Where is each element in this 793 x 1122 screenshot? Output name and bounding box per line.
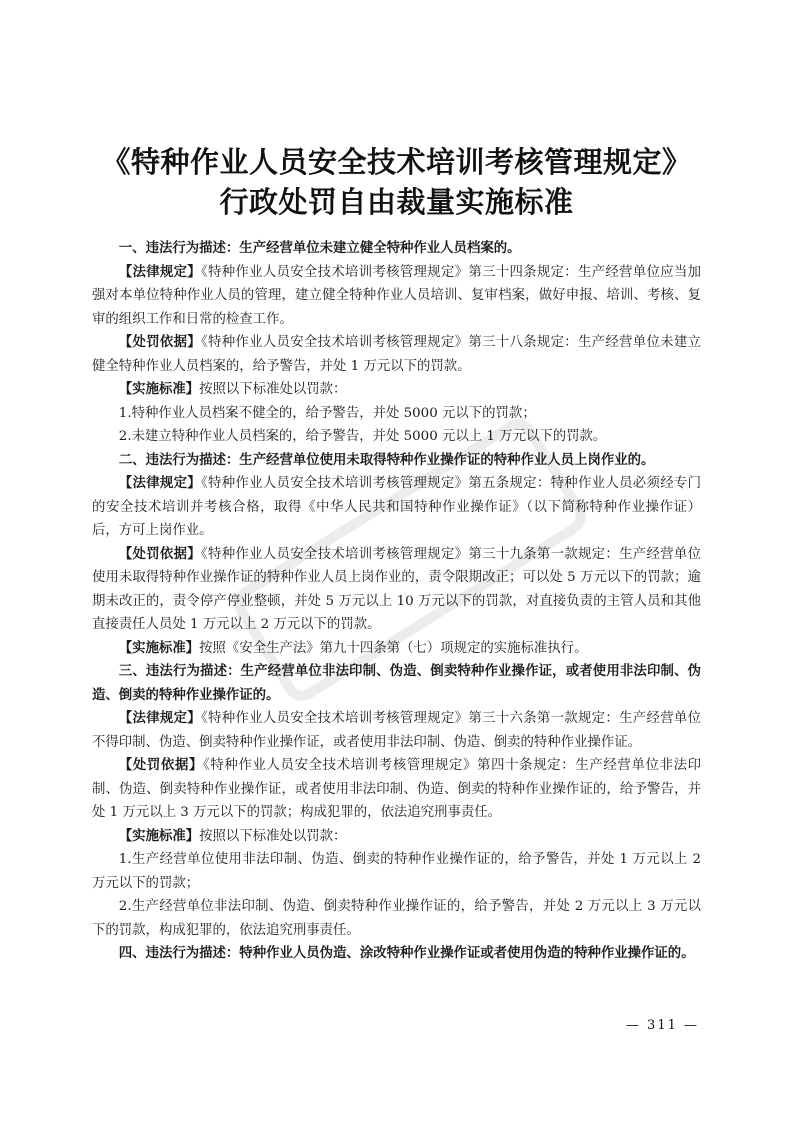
law-tag: 【法律规定】 bbox=[118, 263, 202, 280]
basis-paragraph bbox=[92, 754, 701, 825]
basis-text: 《特种作业人员安全技术培训考核管理规定》第三十八条规定：生产经营单位未建立健全特种作业人员档案的，给予警告，并处 1 万元以下的罚款。 bbox=[92, 335, 701, 374]
standard-item: 2.未建立特种作业人员档案的，给予警告，并处 5000 元以上 1 万元以下的罚款。 bbox=[118, 429, 607, 444]
law-tag: 【法律规定】 bbox=[118, 710, 202, 726]
standard-paragraph bbox=[92, 825, 701, 849]
standard-text: 按照以下标准处以罚款： bbox=[199, 828, 347, 844]
section-heading: 四、违法行为描述：特种作业人员伪造、涂改特种作业操作证或者使用伪造的特种作业操作证的。 bbox=[118, 945, 695, 961]
document-title-line2: 行政处罚自由裁量实施标准 bbox=[219, 185, 574, 219]
document-title-line1: 《特种作业人员安全技术培训考核管理规定》 bbox=[101, 145, 692, 179]
basis-text: 《特种作业人员安全技术培训考核管理规定》第四十条规定：生产经营单位非法印制、伪造、倒卖特种作业操作证，或者使用非法印制、伪造、倒卖的特种作业操作证的，给予警告，并处 1 万元以上 3 万元以下的罚款；构成犯罪的，依法追究刑事责任。 bbox=[92, 758, 701, 820]
standard-tag: 【实施标准】 bbox=[118, 381, 200, 397]
basis-text: 《特种作业人员安全技术培训考核管理规定》第三十九条第一款规定：生产经营单位使用未取得特种作业操作证的特种作业人员上岗作业的，责令限期改正；可以处 5 万元以下的罚款；逾期未改正的，责令停产停业整顿，并处 5 万元以上 10 万元以下的罚款，对直接负责的主管人员和其他直接责任人员处 1 万元以上 2 万元以下的罚款。 bbox=[92, 546, 701, 632]
standard-text: 按照《安全生产法》第九十四条第（七）项规定的实施标准执行。 bbox=[199, 640, 588, 656]
basis-paragraph bbox=[92, 331, 701, 378]
standard-tag: 【实施标准】 bbox=[118, 827, 200, 844]
law-text: 《特种作业人员安全技术培训考核管理规定》第五条规定：特种作业人员必须经专门的安全技术培训并考核合格，取得《中华人民共和国特种作业操作证》（以下简称特种作业操作证）后，方可上岗作业。 bbox=[92, 476, 701, 538]
section-heading: 二、违法行为描述：生产经营单位使用未取得特种作业操作证的特种作业人员上岗作业的。 bbox=[118, 451, 655, 468]
standard-text: 按照以下标准处以罚款： bbox=[199, 382, 347, 397]
law-paragraph bbox=[92, 472, 701, 543]
standard-tag: 【实施标准】 bbox=[118, 639, 200, 656]
law-text: 《特种作业人员安全技术培训考核管理规定》第三十四条规定：生产经营单位应当加强对本单位特种作业人员的管理，建立健全特种作业人员培训、复审档案，做好申报、培训、考核、复审的组织工作和日常的检查工作。 bbox=[92, 264, 701, 327]
basis-tag: 【处罚依据】 bbox=[118, 545, 202, 562]
basis-tag: 【处罚依据】 bbox=[118, 334, 202, 350]
basis-tag: 【处罚依据】 bbox=[118, 757, 204, 773]
document-body bbox=[92, 237, 701, 966]
page-number: — 311 — bbox=[625, 1018, 699, 1033]
law-tag: 【法律规定】 bbox=[118, 475, 202, 491]
standard-paragraph bbox=[92, 637, 701, 661]
basis-paragraph bbox=[92, 543, 701, 637]
standard-item: 1.特种作业人员档案不健全的，给予警告，并处 5000 元以下的罚款； bbox=[118, 405, 536, 421]
law-paragraph bbox=[92, 261, 701, 332]
standard-item: 2.生产经营单位非法印制、伪造、倒卖特种作业操作证的，给予警告，并处 2 万元以上 3 万元以下的罚款，构成犯罪的，依法追究刑事责任。 bbox=[92, 899, 701, 938]
section-heading: 一、违法行为描述：生产经营单位未建立健全特种作业人员档案的。 bbox=[118, 240, 521, 256]
law-paragraph bbox=[92, 707, 701, 754]
standard-paragraph bbox=[92, 378, 701, 402]
law-text: 《特种作业人员安全技术培训考核管理规定》第三十六条第一款规定：生产经营单位不得印制、伪造、倒卖特种作业操作证，或者使用非法印制、伪造、倒卖的特种作业操作证。 bbox=[92, 711, 701, 750]
section-heading: 三、违法行为描述：生产经营单位非法印制、伪造、倒卖特种作业操作证，或者使用非法印制、伪造、倒卖的特种作业操作证的。 bbox=[92, 663, 701, 703]
standard-item: 1.生产经营单位使用非法印制、伪造、倒卖的特种作业操作证的，给予警告，并处 1 万元以上 2 万元以下的罚款； bbox=[92, 852, 701, 891]
